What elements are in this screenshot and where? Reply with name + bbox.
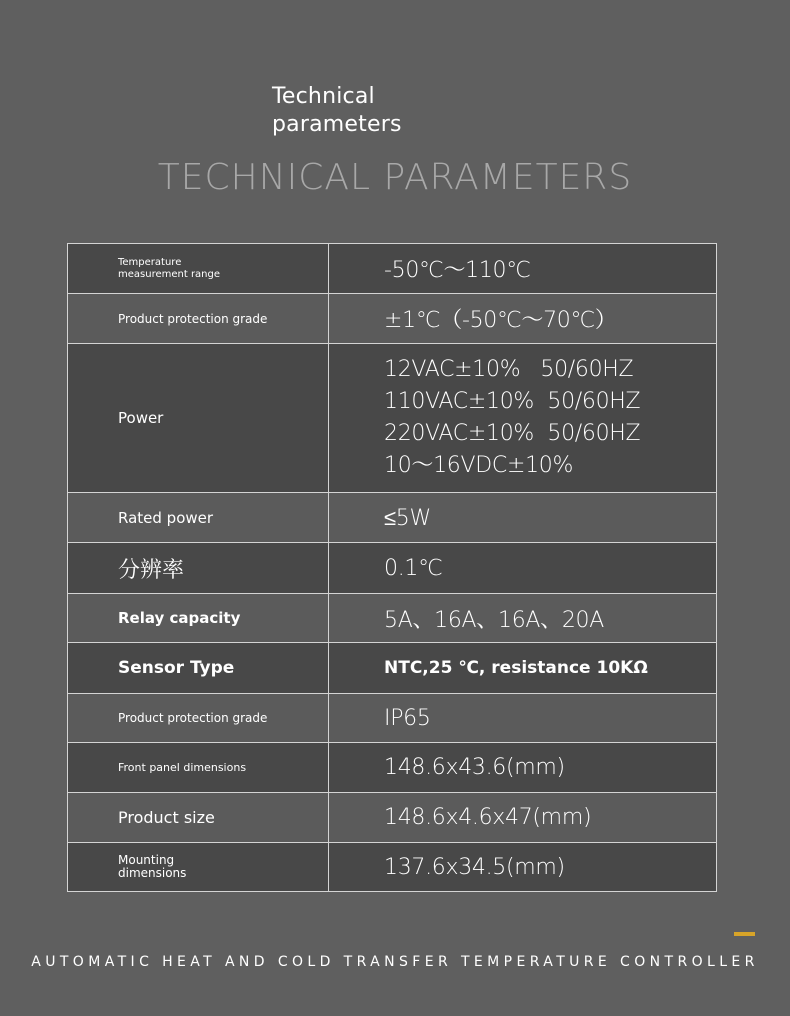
page-subtitle: TECHNICAL PARAMETERS — [157, 157, 633, 198]
spec-label: Relay capacity — [68, 594, 329, 643]
spec-label — [68, 843, 329, 892]
spec-value-line: 10～16VDC±10% — [384, 453, 574, 478]
spec-value: -50℃～110℃ — [329, 244, 717, 294]
footer-accent-bar — [734, 932, 755, 936]
spec-label: Front panel dimensions — [68, 743, 329, 793]
spec-value-line: 220VAC±10% 50/60HZ — [384, 421, 641, 446]
table-row — [68, 743, 717, 793]
spec-label-line: Mounting — [118, 853, 175, 867]
spec-label-line: dimensions — [118, 866, 187, 880]
spec-label: Product size — [68, 793, 329, 843]
spec-value: 0.1℃ — [329, 543, 717, 594]
spec-label: Product protection grade — [68, 694, 329, 743]
table-row — [68, 344, 717, 493]
table-row — [68, 694, 717, 743]
table-row — [68, 594, 717, 643]
spec-value-line: 12VAC±10% 50/60HZ — [384, 357, 634, 382]
spec-label-line: Temperature — [118, 256, 182, 268]
spec-value: NTC,25 ℃, resistance 10KΩ — [329, 643, 717, 694]
page-title — [272, 83, 402, 139]
table-row — [68, 493, 717, 543]
spec-value: 137.6x34.5(mm) — [329, 843, 717, 892]
spec-table — [67, 243, 717, 892]
spec-value — [329, 344, 717, 493]
table-row — [68, 543, 717, 594]
spec-label: Rated power — [68, 493, 329, 543]
spec-value: ±1℃（-50℃～70℃） — [329, 294, 717, 344]
spec-label: Sensor Type — [68, 643, 329, 694]
table-row — [68, 843, 717, 892]
spec-label — [68, 244, 329, 294]
page-title-line-1: Technical — [272, 84, 375, 109]
page-title-line-2: parameters — [272, 112, 402, 137]
spec-value: IP65 — [329, 694, 717, 743]
spec-label-line: measurement range — [118, 268, 221, 280]
spec-label: Power — [68, 344, 329, 493]
spec-label: 分辨率 — [68, 543, 329, 594]
spec-value: 148.6x43.6(mm) — [329, 743, 717, 793]
spec-label: Product protection grade — [68, 294, 329, 344]
spec-value: 5A、16A、16A、20A — [329, 594, 717, 643]
table-row — [68, 294, 717, 344]
spec-value: 148.6x4.6x47(mm) — [329, 793, 717, 843]
footer-tagline: AUTOMATIC HEAT AND COLD TRANSFER TEMPERATURE CONTROLLER — [31, 954, 759, 970]
spec-value: ≤5W — [329, 493, 717, 543]
table-row — [68, 244, 717, 294]
table-row — [68, 793, 717, 843]
spec-value-line: 110VAC±10% 50/60HZ — [384, 389, 641, 414]
table-row — [68, 643, 717, 694]
